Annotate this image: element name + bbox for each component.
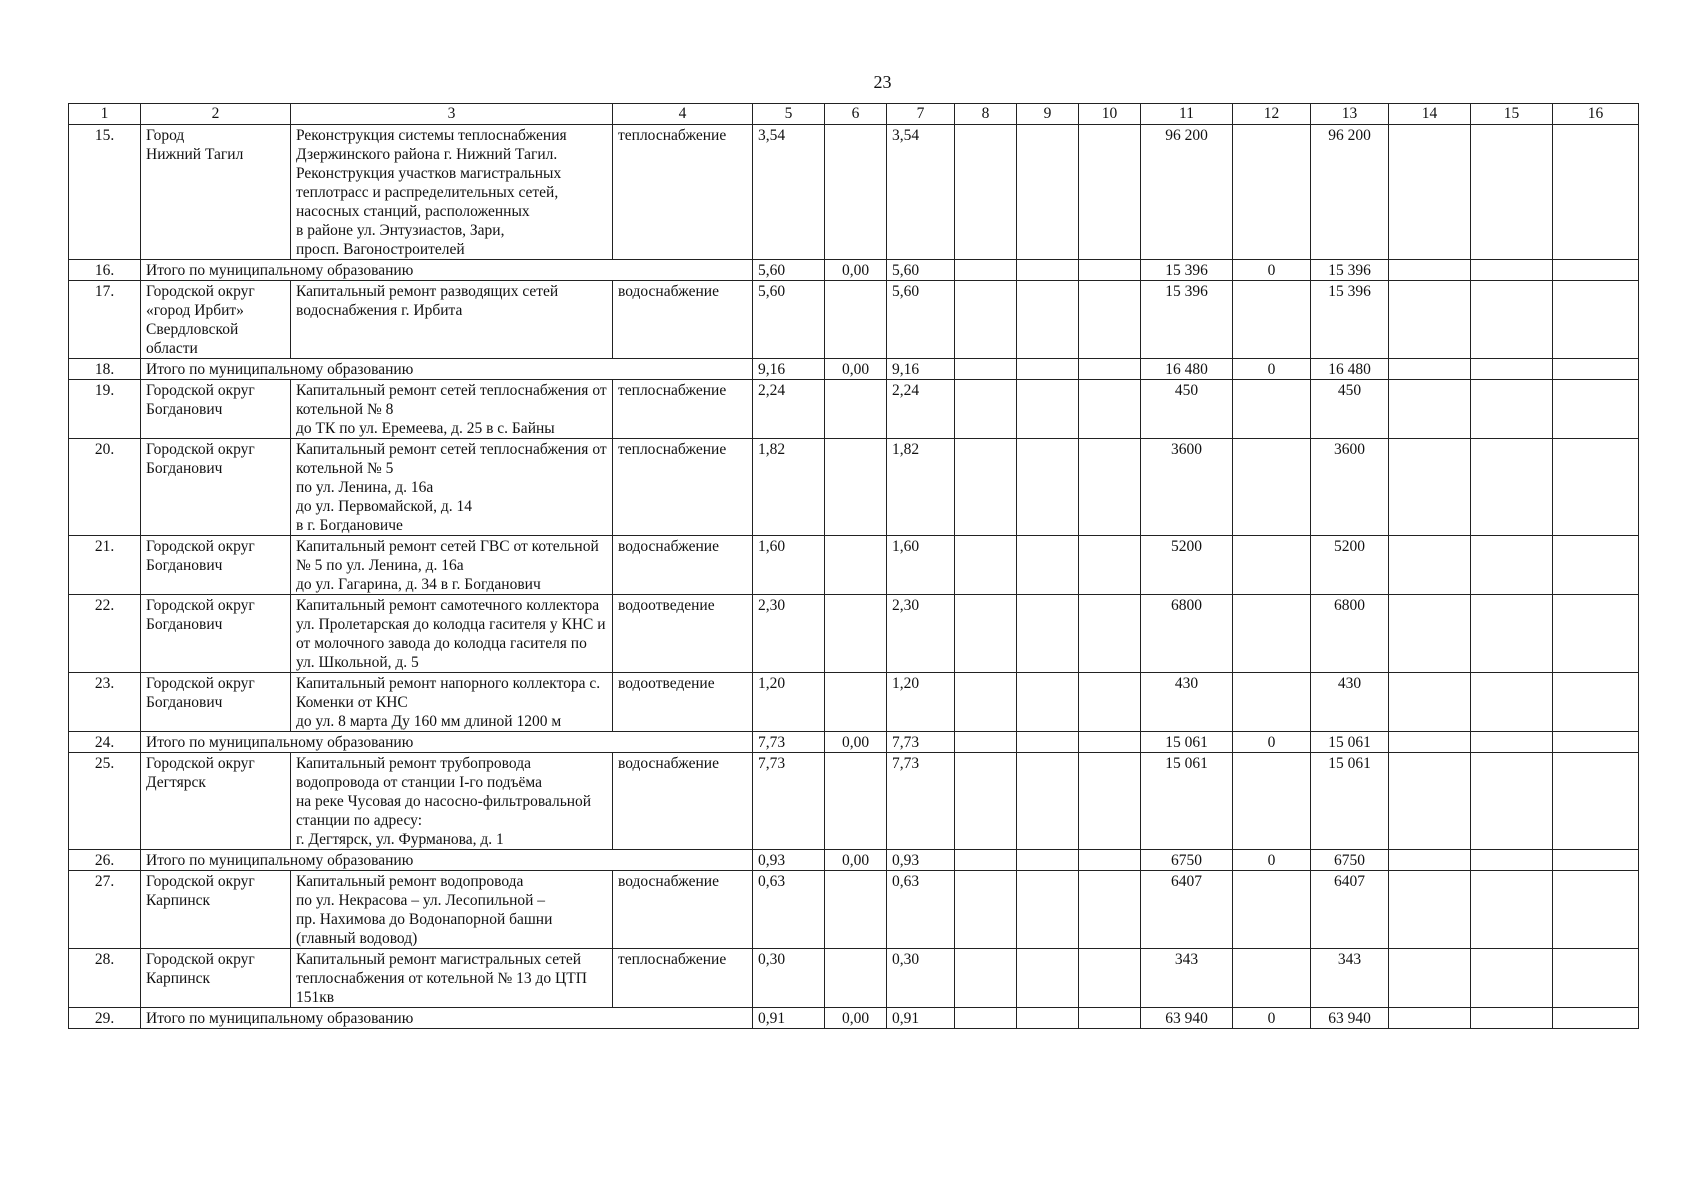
- row-number: 16.: [69, 260, 141, 281]
- value-col-5: 7,73: [753, 753, 825, 850]
- total-label: Итого по муниципальному образованию: [141, 850, 753, 871]
- row-number: 15.: [69, 125, 141, 260]
- value-col-5: 0,63: [753, 871, 825, 949]
- value-col-13: 15 396: [1311, 281, 1389, 359]
- value-col-11: 15 061: [1141, 732, 1233, 753]
- value-col-6: 0,00: [825, 359, 887, 380]
- value-col-8: [955, 871, 1017, 949]
- value-col-12: 0: [1233, 359, 1311, 380]
- type-cell: теплоснабжение: [613, 439, 753, 536]
- value-col-16: [1553, 595, 1639, 673]
- value-col-15: [1471, 359, 1553, 380]
- total-row: [69, 359, 1639, 380]
- value-col-10: [1079, 732, 1141, 753]
- value-col-6: [825, 871, 887, 949]
- value-col-13: 96 200: [1311, 125, 1389, 260]
- table-row: [69, 949, 1639, 1008]
- type-cell: водоснабжение: [613, 281, 753, 359]
- value-col-10: [1079, 359, 1141, 380]
- municipality-cell: Городской округ Карпинск: [141, 871, 291, 949]
- value-col-6: [825, 380, 887, 439]
- value-col-12: [1233, 439, 1311, 536]
- value-col-10: [1079, 439, 1141, 536]
- municipality-cell: Городской округ Богданович: [141, 595, 291, 673]
- value-col-13: 15 061: [1311, 753, 1389, 850]
- total-row: [69, 260, 1639, 281]
- municipality-cell: Городской округ Дегтярск: [141, 753, 291, 850]
- value-col-13: 430: [1311, 673, 1389, 732]
- value-col-5: 3,54: [753, 125, 825, 260]
- value-col-15: [1471, 753, 1553, 850]
- value-col-9: [1017, 871, 1079, 949]
- total-label: Итого по муниципальному образованию: [141, 359, 753, 380]
- type-cell: водоснабжение: [613, 753, 753, 850]
- program-table: [68, 103, 1639, 1029]
- value-col-8: [955, 949, 1017, 1008]
- value-col-13: 3600: [1311, 439, 1389, 536]
- value-col-7: 5,60: [887, 281, 955, 359]
- value-col-13: 16 480: [1311, 359, 1389, 380]
- value-col-12: [1233, 595, 1311, 673]
- column-header: 8: [955, 104, 1017, 125]
- table-row: [69, 380, 1639, 439]
- value-col-7: 1,20: [887, 673, 955, 732]
- value-col-16: [1553, 850, 1639, 871]
- table-row: [69, 281, 1639, 359]
- row-number: 19.: [69, 380, 141, 439]
- value-col-15: [1471, 380, 1553, 439]
- municipality-cell: Городской округ Богданович: [141, 439, 291, 536]
- value-col-10: [1079, 125, 1141, 260]
- row-number: 26.: [69, 850, 141, 871]
- total-label: Итого по муниципальному образованию: [141, 732, 753, 753]
- value-col-14: [1389, 536, 1471, 595]
- value-col-10: [1079, 536, 1141, 595]
- value-col-14: [1389, 281, 1471, 359]
- value-col-10: [1079, 380, 1141, 439]
- column-header: 9: [1017, 104, 1079, 125]
- value-col-9: [1017, 125, 1079, 260]
- total-label: Итого по муниципальному образованию: [141, 1008, 753, 1029]
- value-col-14: [1389, 871, 1471, 949]
- value-col-10: [1079, 281, 1141, 359]
- value-col-14: [1389, 595, 1471, 673]
- column-header: 15: [1471, 104, 1553, 125]
- value-col-10: [1079, 1008, 1141, 1029]
- municipality-cell: Городской округ Карпинск: [141, 949, 291, 1008]
- value-col-10: [1079, 949, 1141, 1008]
- type-cell: водоснабжение: [613, 536, 753, 595]
- value-col-9: [1017, 380, 1079, 439]
- value-col-11: 450: [1141, 380, 1233, 439]
- value-col-6: 0,00: [825, 850, 887, 871]
- value-col-11: 63 940: [1141, 1008, 1233, 1029]
- value-col-5: 2,30: [753, 595, 825, 673]
- column-header: 7: [887, 104, 955, 125]
- column-header: 12: [1233, 104, 1311, 125]
- value-col-8: [955, 125, 1017, 260]
- value-col-12: [1233, 871, 1311, 949]
- value-col-14: [1389, 1008, 1471, 1029]
- description-cell: Капитальный ремонт разводящих сетей водоснабжения г. Ирбита: [291, 281, 613, 359]
- value-col-9: [1017, 1008, 1079, 1029]
- value-col-5: 1,82: [753, 439, 825, 536]
- type-cell: теплоснабжение: [613, 125, 753, 260]
- column-header: 5: [753, 104, 825, 125]
- value-col-5: 5,60: [753, 281, 825, 359]
- value-col-15: [1471, 850, 1553, 871]
- row-number: 17.: [69, 281, 141, 359]
- description-cell: Капитальный ремонт водопровода по ул. Некрасова – ул. Лесопильной – пр. Нахимова до Водонапорной башни (главный водовод): [291, 871, 613, 949]
- type-cell: водоотведение: [613, 673, 753, 732]
- value-col-6: [825, 439, 887, 536]
- value-col-14: [1389, 380, 1471, 439]
- row-number: 18.: [69, 359, 141, 380]
- value-col-10: [1079, 260, 1141, 281]
- column-header: 2: [141, 104, 291, 125]
- value-col-16: [1553, 359, 1639, 380]
- value-col-11: 3600: [1141, 439, 1233, 536]
- value-col-9: [1017, 732, 1079, 753]
- table-row: [69, 125, 1639, 260]
- value-col-15: [1471, 871, 1553, 949]
- value-col-13: 5200: [1311, 536, 1389, 595]
- value-col-8: [955, 260, 1017, 281]
- table-row: [69, 595, 1639, 673]
- value-col-11: 6407: [1141, 871, 1233, 949]
- value-col-11: 96 200: [1141, 125, 1233, 260]
- value-col-11: 6800: [1141, 595, 1233, 673]
- type-cell: теплоснабжение: [613, 949, 753, 1008]
- value-col-7: 0,93: [887, 850, 955, 871]
- value-col-16: [1553, 260, 1639, 281]
- value-col-6: [825, 949, 887, 1008]
- value-col-14: [1389, 359, 1471, 380]
- value-col-12: [1233, 753, 1311, 850]
- value-col-6: [825, 125, 887, 260]
- value-col-6: [825, 281, 887, 359]
- value-col-5: 2,24: [753, 380, 825, 439]
- description-cell: Капитальный ремонт трубопровода водопровода от станции I-го подъёма на реке Чусовая до насосно-фильтровальной станции по адресу: г. Дегтярск, ул. Фурманова, д. 1: [291, 753, 613, 850]
- row-number: 24.: [69, 732, 141, 753]
- value-col-14: [1389, 125, 1471, 260]
- row-number: 23.: [69, 673, 141, 732]
- value-col-7: 2,30: [887, 595, 955, 673]
- value-col-12: [1233, 949, 1311, 1008]
- value-col-7: 1,60: [887, 536, 955, 595]
- value-col-14: [1389, 753, 1471, 850]
- row-number: 20.: [69, 439, 141, 536]
- column-header: 3: [291, 104, 613, 125]
- value-col-11: 6750: [1141, 850, 1233, 871]
- value-col-7: 7,73: [887, 753, 955, 850]
- description-cell: Капитальный ремонт магистральных сетей теплоснабжения от котельной № 13 до ЦТП 151кв: [291, 949, 613, 1008]
- value-col-15: [1471, 439, 1553, 536]
- value-col-5: 5,60: [753, 260, 825, 281]
- value-col-7: 9,16: [887, 359, 955, 380]
- value-col-12: [1233, 281, 1311, 359]
- description-cell: Капитальный ремонт сетей теплоснабжения от котельной № 5 по ул. Ленина, д. 16а до ул. Первомайской, д. 14 в г. Богдановиче: [291, 439, 613, 536]
- value-col-6: 0,00: [825, 260, 887, 281]
- value-col-16: [1553, 380, 1639, 439]
- value-col-7: 0,30: [887, 949, 955, 1008]
- value-col-8: [955, 359, 1017, 380]
- value-col-8: [955, 536, 1017, 595]
- value-col-11: 343: [1141, 949, 1233, 1008]
- value-col-13: 15 061: [1311, 732, 1389, 753]
- value-col-12: 0: [1233, 732, 1311, 753]
- value-col-16: [1553, 439, 1639, 536]
- value-col-14: [1389, 850, 1471, 871]
- value-col-11: 5200: [1141, 536, 1233, 595]
- value-col-13: 450: [1311, 380, 1389, 439]
- municipality-cell: Городской округ «город Ирбит» Свердловской области: [141, 281, 291, 359]
- value-col-11: 16 480: [1141, 359, 1233, 380]
- value-col-6: [825, 595, 887, 673]
- column-header: 14: [1389, 104, 1471, 125]
- value-col-8: [955, 439, 1017, 536]
- row-number: 25.: [69, 753, 141, 850]
- value-col-9: [1017, 260, 1079, 281]
- row-number: 28.: [69, 949, 141, 1008]
- value-col-13: 63 940: [1311, 1008, 1389, 1029]
- value-col-9: [1017, 359, 1079, 380]
- value-col-6: 0,00: [825, 732, 887, 753]
- value-col-13: 343: [1311, 949, 1389, 1008]
- value-col-15: [1471, 595, 1553, 673]
- type-cell: водоснабжение: [613, 871, 753, 949]
- value-col-12: 0: [1233, 1008, 1311, 1029]
- value-col-9: [1017, 850, 1079, 871]
- value-col-14: [1389, 949, 1471, 1008]
- value-col-7: 3,54: [887, 125, 955, 260]
- value-col-14: [1389, 732, 1471, 753]
- value-col-10: [1079, 753, 1141, 850]
- row-number: 22.: [69, 595, 141, 673]
- column-header: 11: [1141, 104, 1233, 125]
- value-col-11: 15 396: [1141, 281, 1233, 359]
- value-col-8: [955, 673, 1017, 732]
- value-col-8: [955, 1008, 1017, 1029]
- column-header: 4: [613, 104, 753, 125]
- value-col-15: [1471, 1008, 1553, 1029]
- value-col-16: [1553, 673, 1639, 732]
- value-col-9: [1017, 595, 1079, 673]
- value-col-16: [1553, 281, 1639, 359]
- value-col-6: [825, 753, 887, 850]
- column-header: 10: [1079, 104, 1141, 125]
- value-col-12: [1233, 125, 1311, 260]
- value-col-9: [1017, 753, 1079, 850]
- value-col-7: 2,24: [887, 380, 955, 439]
- value-col-8: [955, 380, 1017, 439]
- table-row: [69, 673, 1639, 732]
- value-col-6: [825, 673, 887, 732]
- value-col-5: 1,60: [753, 536, 825, 595]
- value-col-14: [1389, 260, 1471, 281]
- value-col-9: [1017, 949, 1079, 1008]
- value-col-11: 430: [1141, 673, 1233, 732]
- value-col-15: [1471, 260, 1553, 281]
- municipality-cell: Городской округ Богданович: [141, 380, 291, 439]
- value-col-16: [1553, 125, 1639, 260]
- value-col-15: [1471, 536, 1553, 595]
- description-cell: Капитальный ремонт напорного коллектора с. Коменки от КНС до ул. 8 марта Ду 160 мм длиной 1200 м: [291, 673, 613, 732]
- value-col-5: 1,20: [753, 673, 825, 732]
- value-col-7: 0,91: [887, 1008, 955, 1029]
- value-col-5: 0,93: [753, 850, 825, 871]
- value-col-15: [1471, 673, 1553, 732]
- value-col-16: [1553, 1008, 1639, 1029]
- value-col-16: [1553, 753, 1639, 850]
- value-col-7: 7,73: [887, 732, 955, 753]
- column-header: 6: [825, 104, 887, 125]
- value-col-13: 15 396: [1311, 260, 1389, 281]
- description-cell: Капитальный ремонт самотечного коллектора ул. Пролетарская до колодца гасителя у КНС и от молочного завода до колодца гасителя по ул. Школьной, д. 5: [291, 595, 613, 673]
- value-col-13: 6750: [1311, 850, 1389, 871]
- row-number: 27.: [69, 871, 141, 949]
- value-col-16: [1553, 536, 1639, 595]
- value-col-9: [1017, 439, 1079, 536]
- value-col-12: [1233, 380, 1311, 439]
- total-label: Итого по муниципальному образованию: [141, 260, 753, 281]
- description-cell: Реконструкция системы теплоснабжения Дзержинского района г. Нижний Тагил. Реконструкция участков магистральных теплотрасс и распределительных сетей, насосных станций, расположенных в районе ул. Энтузиастов, Зари, просп. Вагоностроителей: [291, 125, 613, 260]
- value-col-16: [1553, 732, 1639, 753]
- table-row: [69, 536, 1639, 595]
- value-col-10: [1079, 850, 1141, 871]
- value-col-12: [1233, 536, 1311, 595]
- value-col-15: [1471, 125, 1553, 260]
- value-col-5: 0,91: [753, 1008, 825, 1029]
- value-col-9: [1017, 673, 1079, 732]
- value-col-7: 0,63: [887, 871, 955, 949]
- municipality-cell: Городской округ Богданович: [141, 673, 291, 732]
- value-col-12: [1233, 673, 1311, 732]
- value-col-15: [1471, 732, 1553, 753]
- value-col-11: 15 396: [1141, 260, 1233, 281]
- value-col-8: [955, 753, 1017, 850]
- table-header-row: [69, 104, 1639, 125]
- value-col-11: 15 061: [1141, 753, 1233, 850]
- type-cell: водоотведение: [613, 595, 753, 673]
- value-col-8: [955, 281, 1017, 359]
- type-cell: теплоснабжение: [613, 380, 753, 439]
- column-header: 1: [69, 104, 141, 125]
- column-header: 16: [1553, 104, 1639, 125]
- value-col-8: [955, 732, 1017, 753]
- value-col-10: [1079, 595, 1141, 673]
- value-col-13: 6407: [1311, 871, 1389, 949]
- value-col-8: [955, 850, 1017, 871]
- table-row: [69, 439, 1639, 536]
- value-col-7: 5,60: [887, 260, 955, 281]
- value-col-5: 7,73: [753, 732, 825, 753]
- total-row: [69, 850, 1639, 871]
- total-row: [69, 732, 1639, 753]
- value-col-5: 9,16: [753, 359, 825, 380]
- municipality-cell: Городской округ Богданович: [141, 536, 291, 595]
- value-col-12: 0: [1233, 260, 1311, 281]
- row-number: 29.: [69, 1008, 141, 1029]
- value-col-10: [1079, 673, 1141, 732]
- value-col-14: [1389, 439, 1471, 536]
- value-col-16: [1553, 949, 1639, 1008]
- value-col-7: 1,82: [887, 439, 955, 536]
- value-col-8: [955, 595, 1017, 673]
- value-col-5: 0,30: [753, 949, 825, 1008]
- row-number: 21.: [69, 536, 141, 595]
- value-col-14: [1389, 673, 1471, 732]
- table-row: [69, 871, 1639, 949]
- value-col-9: [1017, 536, 1079, 595]
- value-col-15: [1471, 949, 1553, 1008]
- value-col-13: 6800: [1311, 595, 1389, 673]
- value-col-10: [1079, 871, 1141, 949]
- description-cell: Капитальный ремонт сетей теплоснабжения от котельной № 8 до ТК по ул. Еремеева, д. 25 в с. Байны: [291, 380, 613, 439]
- total-row: [69, 1008, 1639, 1029]
- table-row: [69, 753, 1639, 850]
- page-number: 23: [873, 72, 892, 92]
- value-col-15: [1471, 281, 1553, 359]
- value-col-12: 0: [1233, 850, 1311, 871]
- municipality-cell: Город Нижний Тагил: [141, 125, 291, 260]
- value-col-9: [1017, 281, 1079, 359]
- value-col-16: [1553, 871, 1639, 949]
- value-col-6: [825, 536, 887, 595]
- description-cell: Капитальный ремонт сетей ГВС от котельной № 5 по ул. Ленина, д. 16а до ул. Гагарина, д. 34 в г. Богданович: [291, 536, 613, 595]
- value-col-6: 0,00: [825, 1008, 887, 1029]
- column-header: 13: [1311, 104, 1389, 125]
